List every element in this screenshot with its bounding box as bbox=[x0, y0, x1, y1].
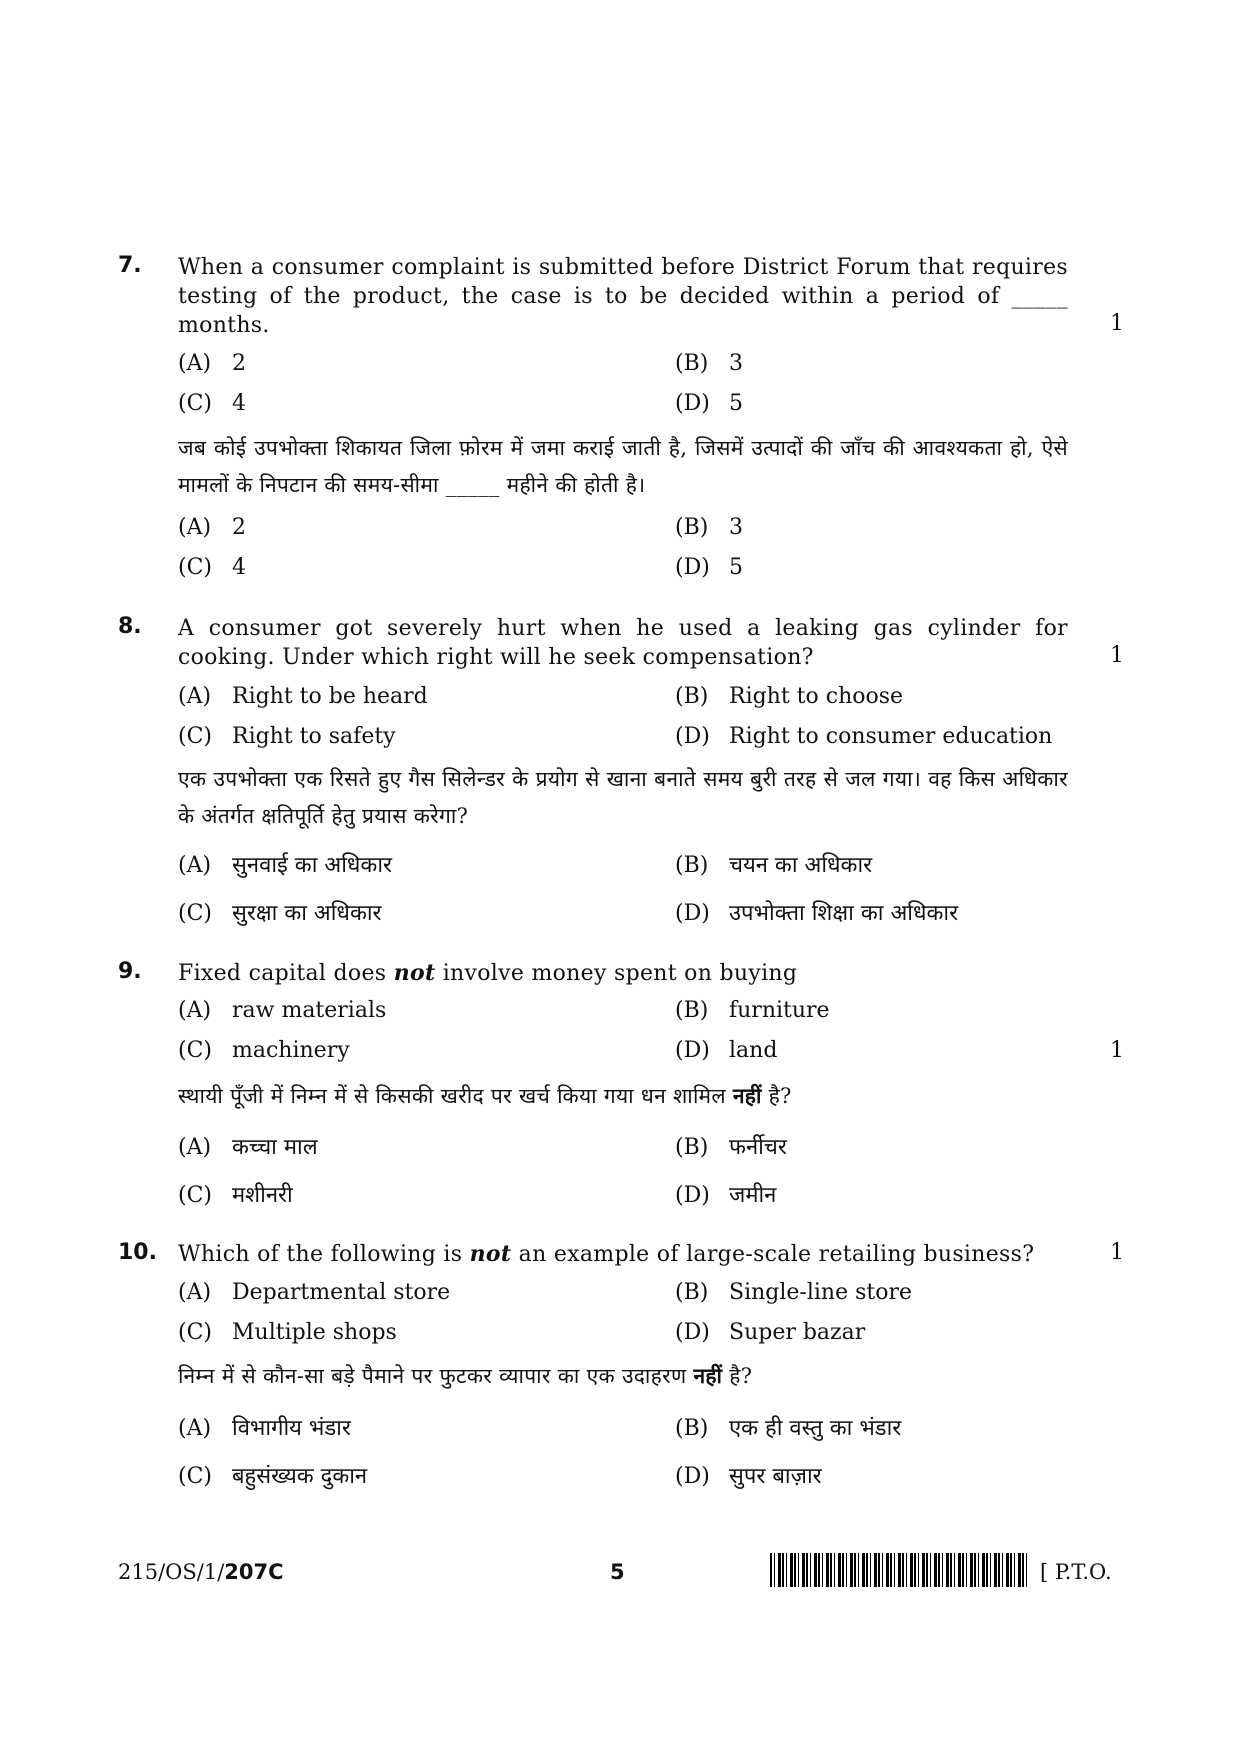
question-text-hi: जब कोई उपभोक्ता शिकायत जिला फ़ोरम में जमा कराई जाती है, जिसमें उत्पादों की जाँच की आवश्यकता हो, ऐसे मामलों के निपटान की समय-सीमा _____ महीने की होती है। bbox=[178, 436, 1068, 497]
option-c: (C) machinery bbox=[178, 1038, 350, 1063]
option-c: (C) Right to safety bbox=[178, 724, 396, 749]
option-b-hi: (B) एक ही वस्तु का भंडार bbox=[675, 1416, 902, 1441]
question-text-en: Fixed capital does not involve money spent on buying bbox=[178, 960, 798, 986]
option-a-hi: (A) कच्चा माल bbox=[178, 1135, 318, 1160]
question-number: 9. bbox=[118, 959, 142, 984]
option-c: (C) Multiple shops bbox=[178, 1320, 397, 1345]
option-d: (D) Super bazar bbox=[675, 1320, 866, 1345]
option-c-hi: (C) सुरक्षा का अधिकार bbox=[178, 901, 382, 926]
question-text-en: A consumer got severely hurt when he used a leaking gas cylinder for cooking. Under which right will he seek compensation? bbox=[178, 616, 1068, 670]
barcode-image bbox=[770, 1553, 1028, 1587]
pto-label: [ P.T.O. bbox=[1040, 1560, 1112, 1584]
option-c: (C) 4 bbox=[178, 391, 246, 416]
option-d: (D) 5 bbox=[675, 391, 743, 416]
option-d-hi: (D) 5 bbox=[675, 555, 743, 580]
option-d: (D) Right to consumer education bbox=[675, 724, 1053, 749]
option-a-hi: (A) 2 bbox=[178, 515, 246, 540]
option-d-hi: (D) सुपर बाज़ार bbox=[675, 1464, 822, 1489]
option-c-hi: (C) मशीनरी bbox=[178, 1183, 293, 1208]
question-text-hi: एक उपभोक्ता एक रिसते हुए गैस सिलेन्डर के प्रयोग से खाना बनाते समय बुरी तरह से जल गया। वह किस अधिकार के अंतर्गत क्षतिपूर्ति हेतु प्रयास करेगा? bbox=[178, 767, 1068, 828]
question-number: 7. bbox=[118, 253, 142, 278]
option-a-hi: (A) सुनवाई का अधिकार bbox=[178, 853, 393, 878]
marks: 1 bbox=[1110, 643, 1124, 668]
option-b-hi: (B) फर्नीचर bbox=[675, 1135, 787, 1160]
option-c-hi: (C) बहुसंख्यक दुकान bbox=[178, 1464, 368, 1489]
question-text-hi: निम्न में से कौन-सा बड़े पैमाने पर फुटकर व्यापार का एक उदाहरण नहीं है? bbox=[178, 1363, 753, 1388]
option-b: (B) furniture bbox=[675, 998, 830, 1023]
question-number: 10. bbox=[118, 1240, 157, 1265]
option-a: (A) Departmental store bbox=[178, 1280, 451, 1305]
page-number: 5 bbox=[610, 1560, 625, 1584]
option-a: (A) 2 bbox=[178, 351, 246, 376]
marks: 1 bbox=[1110, 1038, 1124, 1063]
option-b-hi: (B) चयन का अधिकार bbox=[675, 853, 873, 878]
paper-code: 215/OS/1/207C bbox=[118, 1560, 284, 1584]
question-text-en: When a consumer complaint is submitted before District Forum that requires testing of the product, the case is to be decided within a period of _____ months. bbox=[178, 255, 1068, 338]
option-b: (B) 3 bbox=[675, 351, 743, 376]
option-d-hi: (D) उपभोक्ता शिक्षा का अधिकार bbox=[675, 901, 959, 926]
question-number: 8. bbox=[118, 614, 142, 639]
option-b: (B) Single-line store bbox=[675, 1280, 913, 1305]
option-d-hi: (D) जमीन bbox=[675, 1183, 777, 1208]
option-a: (A) raw materials bbox=[178, 998, 387, 1023]
option-c-hi: (C) 4 bbox=[178, 555, 246, 580]
marks: 1 bbox=[1110, 1240, 1124, 1265]
marks: 1 bbox=[1110, 311, 1124, 336]
option-b: (B) Right to choose bbox=[675, 684, 904, 709]
question-text-hi: स्थायी पूँजी में निम्न में से किसकी खरीद पर खर्च किया गया धन शामिल नहीं है? bbox=[178, 1083, 792, 1108]
question-text-en: Which of the following is not an example of large-scale retailing business? bbox=[178, 1241, 1035, 1267]
option-a-hi: (A) विभागीय भंडार bbox=[178, 1416, 351, 1441]
option-a: (A) Right to be heard bbox=[178, 684, 428, 709]
option-b-hi: (B) 3 bbox=[675, 515, 743, 540]
option-d: (D) land bbox=[675, 1038, 778, 1063]
